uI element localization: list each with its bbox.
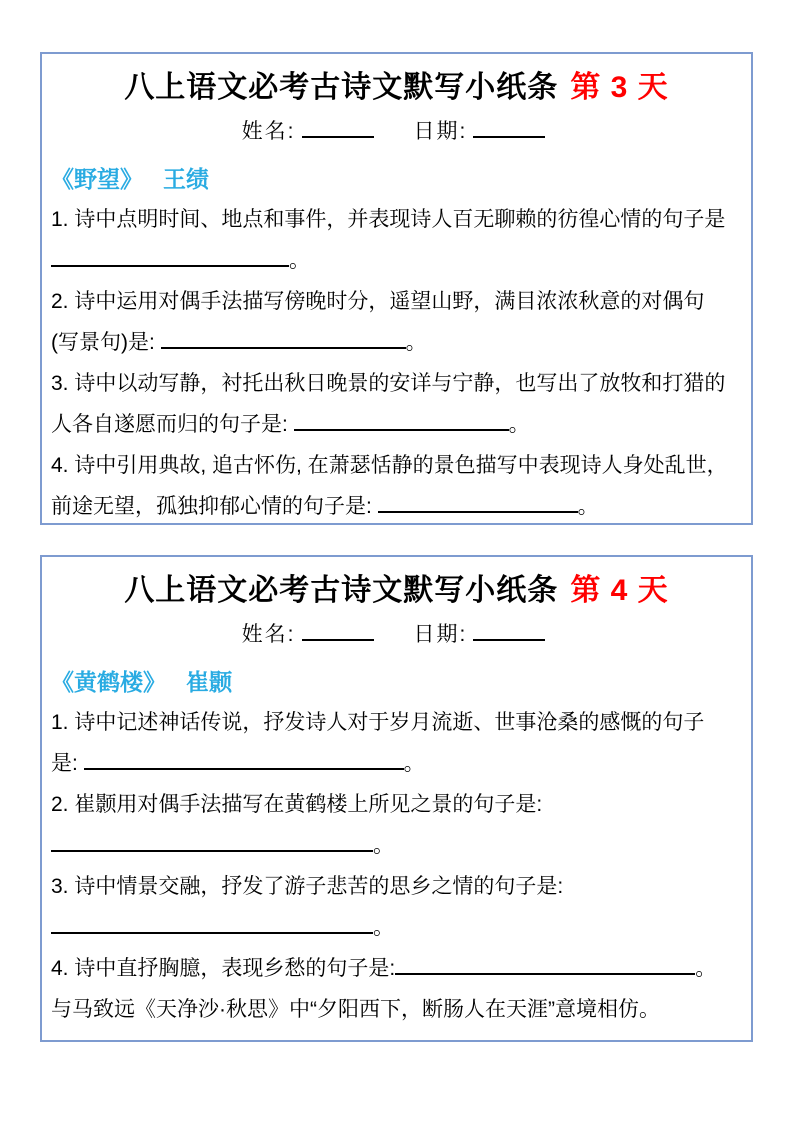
card-title-main: 八上语文必考古诗文默写小纸条 [124, 574, 559, 607]
question-text: 是: [51, 752, 84, 775]
answer-blank [378, 499, 578, 513]
question-line [51, 702, 741, 743]
name-blank [302, 627, 374, 641]
question-list [42, 702, 751, 1030]
question-line [51, 784, 741, 825]
question-line [51, 404, 741, 445]
question-text: 。 [695, 957, 717, 980]
poem-author: 崔颢 [186, 669, 232, 695]
question-line [51, 866, 741, 907]
card-title [42, 62, 751, 106]
question-text: 前途无望，孤独抑郁心情的句子是: [51, 495, 378, 518]
card-title [42, 565, 751, 609]
answer-blank [161, 335, 406, 349]
question-text: 。 [405, 331, 427, 354]
name-date-line [42, 115, 751, 145]
answer-blank [395, 961, 695, 975]
answer-blank [51, 838, 373, 852]
name-label: 姓名: [241, 623, 296, 646]
answer-blank [51, 253, 289, 267]
question-text: 1. 诗中点明时间、地点和事件，并表现诗人百无聊赖的彷徨心情的句子是 [51, 208, 726, 231]
question-line [51, 445, 741, 486]
date-blank [473, 627, 545, 641]
card-title-day-badge: 第 4 天 [570, 574, 669, 607]
question-text: 2. 崔颢用对偶手法描写在黄鹤楼上所见之景的句子是: [51, 793, 549, 816]
question-text: 2. 诗中运用对偶手法描写傍晚时分，遥望山野，满目浓浓秋意的对偶句 [51, 290, 705, 313]
poem-heading [42, 161, 751, 194]
answer-blank [84, 756, 404, 770]
question-text: 4. 诗中直抒胸臆，表现乡愁的句子是: [51, 957, 396, 980]
question-line [51, 486, 741, 525]
question-line [51, 989, 741, 1030]
question-line [51, 322, 741, 363]
name-date-line [42, 618, 751, 648]
date-blank [473, 124, 545, 138]
question-list [42, 199, 751, 525]
question-line [51, 199, 741, 240]
card-title-main: 八上语文必考古诗文默写小纸条 [124, 71, 559, 104]
question-text: 3. 诗中以动写静，衬托出秋日晚景的安详与宁静，也写出了放牧和打猎的 [51, 372, 726, 395]
name-label: 姓名: [241, 120, 296, 143]
question-text: 。 [373, 916, 394, 939]
worksheet-card-day3 [40, 52, 753, 525]
question-text: 。 [403, 752, 425, 775]
question-text: (写景句)是: [51, 331, 161, 354]
answer-blank [51, 920, 373, 934]
question-line [51, 825, 741, 866]
question-line [51, 948, 741, 989]
card-title-day-badge: 第 3 天 [570, 71, 669, 104]
question-text: 。 [577, 495, 599, 518]
date-label: 日期: [413, 623, 468, 646]
question-text: 4. 诗中引用典故, 追古怀伤, 在萧瑟恬静的景色描写中表现诗人身处乱世， [51, 454, 728, 477]
question-text: 1. 诗中记述神话传说，抒发诗人对于岁月流逝、世事沧桑的感慨的句子 [51, 711, 705, 734]
question-text: 。 [508, 413, 530, 436]
question-text: 人各自遂愿而归的句子是: [51, 413, 294, 436]
question-text: 。 [289, 249, 310, 272]
question-line [51, 240, 741, 281]
question-text: 。 [373, 834, 394, 857]
question-line [51, 281, 741, 322]
worksheet-card-day4 [40, 555, 753, 1042]
question-line [51, 907, 741, 948]
poem-heading [42, 664, 751, 697]
date-label: 日期: [413, 120, 468, 143]
question-line [51, 363, 741, 404]
question-text: 3. 诗中情景交融，抒发了游子悲苦的思乡之情的句子是: [51, 875, 570, 898]
answer-blank [294, 417, 509, 431]
question-line [51, 743, 741, 784]
poem-author: 王绩 [163, 166, 209, 192]
poem-title: 《野望》 [51, 166, 143, 192]
name-blank [302, 124, 374, 138]
poem-title: 《黄鹤楼》 [51, 669, 166, 695]
question-text: 与马致远《天净沙·秋思》中“夕阳西下，断肠人在天涯”意境相仿。 [51, 998, 660, 1021]
